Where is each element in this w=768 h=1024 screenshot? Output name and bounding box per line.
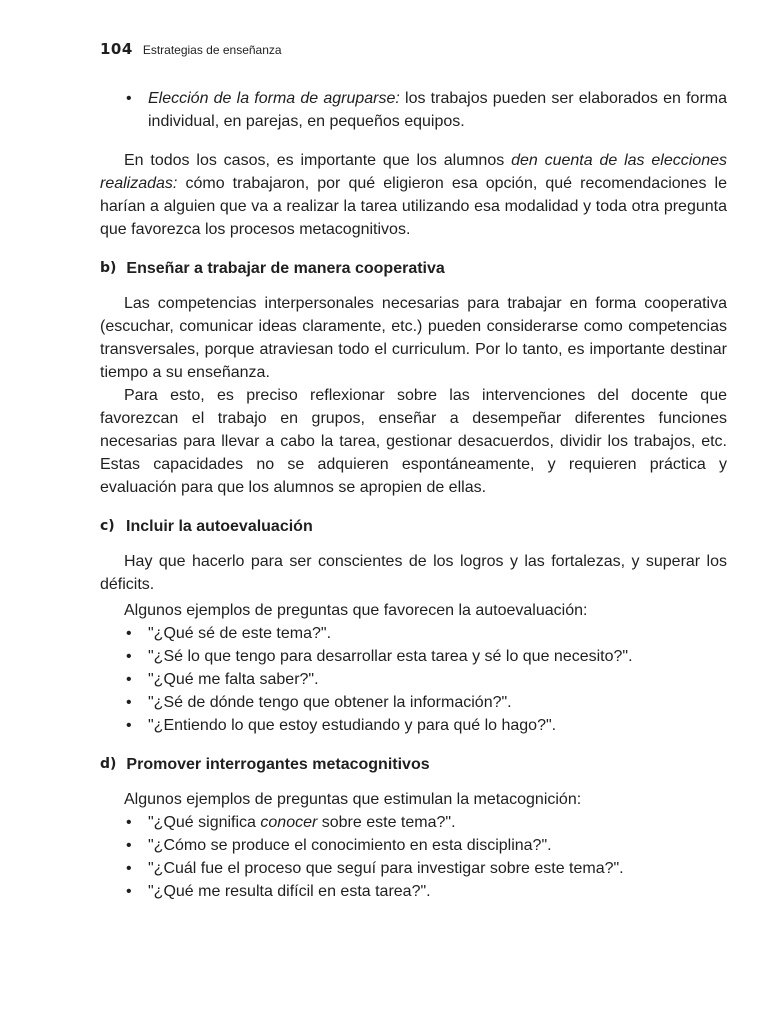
bullet-icon: •	[126, 648, 132, 665]
running-header	[100, 40, 282, 58]
page-body	[100, 87, 727, 903]
paragraph: Hay que hacerlo para ser conscientes de los logros y las fortalezas, y superar los déficits.	[100, 553, 727, 593]
list-item-text: "¿Qué me resulta difícil en esta tarea?".	[148, 883, 431, 900]
bullet-icon: •	[126, 717, 132, 734]
running-title: Estrategias de enseñanza	[142, 43, 282, 57]
section-title: Promover interrogantes metacognitivos	[126, 756, 430, 773]
list-item	[100, 714, 727, 737]
list-item-text: los trabajos pueden ser elaborados en forma individual, en parejas, en pequeños equipos.	[148, 90, 727, 130]
bullet-icon: •	[126, 90, 132, 107]
list-item-text: sobre este tema?".	[317, 814, 456, 831]
section-heading-c	[100, 515, 727, 538]
bullet-icon: •	[126, 671, 132, 688]
bullet-icon: •	[126, 860, 132, 877]
list-item	[100, 811, 727, 834]
list-item-text: "¿Qué me falta saber?".	[148, 671, 319, 688]
paragraph-text: En todos los casos, es importante que los alumnos	[124, 152, 512, 169]
list-item	[100, 622, 727, 645]
section-heading-b	[100, 257, 727, 280]
autoevaluacion-question-list	[100, 622, 727, 737]
italic-phrase: den cuenta de las elecciones realizadas:	[100, 152, 727, 192]
list-item-text: "¿Cuál fue el proceso que seguí para investigar sobre este tema?".	[148, 860, 624, 877]
paragraph: Las competencias interpersonales necesarias para trabajar en forma cooperativa (escuchar, comunicar ideas claramente, etc.) pueden considerarse como competencias transversales, porque atraviesan todo el curriculum. Por lo tanto, es importante destinar tiempo a su enseñanza.	[100, 295, 727, 381]
list-item	[100, 645, 727, 668]
list-item-text: "¿Entiendo lo que estoy estudiando y para qué lo hago?".	[148, 717, 557, 734]
list-item-text: "¿Qué sé de este tema?".	[148, 625, 332, 642]
bullet-icon: •	[126, 694, 132, 711]
list-lead: Algunos ejemplos de preguntas que estimulan la metacognición:	[124, 791, 582, 808]
section-title: Enseñar a trabajar de manera cooperativa	[126, 260, 445, 277]
list-lead: Algunos ejemplos de preguntas que favorecen la autoevaluación:	[124, 602, 588, 619]
metacognicion-question-list	[100, 811, 727, 903]
list-item-text: "¿Sé de dónde tengo que obtener la información?".	[148, 694, 512, 711]
section-letter: b)	[100, 260, 117, 276]
list-item	[100, 880, 727, 903]
section-letter: d)	[100, 756, 117, 772]
paragraph: Para esto, es preciso reflexionar sobre las intervenciones del docente que favorezcan el trabajo en grupos, enseñar a desempeñar diferentes funciones necesarias para llevar a cabo la tarea, gestionar desacuerdos, dividir los trabajos, etc. Estas capacidades no se adquieren espontáneamente, y requieren práctica y evaluación para que los alumnos se apropien de ellas.	[100, 387, 727, 496]
list-item	[100, 857, 727, 880]
list-item	[100, 691, 727, 714]
section-letter: c)	[100, 518, 115, 534]
paragraph-text: cómo trabajaron, por qué eligieron esa opción, qué recomendaciones le harían a alguien que va a realizar la tarea utilizando esa modalidad y toda otra pregunta que favorezca los procesos metacognitivos.	[100, 175, 727, 238]
italic-term: Elección de la forma de agruparse:	[148, 90, 400, 107]
list-item-text: "¿Sé lo que tengo para desarrollar esta tarea y sé lo que necesito?".	[148, 648, 633, 665]
list-item	[100, 668, 727, 691]
list-item-text: "¿Qué significa	[148, 814, 261, 831]
list-item	[100, 834, 727, 857]
section-heading-d	[100, 753, 727, 776]
bullet-icon: •	[126, 883, 132, 900]
section-title: Incluir la autoevaluación	[126, 518, 313, 535]
paragraph	[100, 149, 727, 241]
italic-word: conocer	[260, 814, 318, 831]
bullet-icon: •	[126, 837, 132, 854]
list-item	[100, 87, 727, 133]
bullet-icon: •	[126, 625, 132, 642]
page-number: 104	[100, 40, 133, 58]
bullet-icon: •	[126, 814, 132, 831]
intro-bullet-list	[100, 87, 727, 133]
list-item-text: "¿Cómo se produce el conocimiento en esta disciplina?".	[148, 837, 552, 854]
